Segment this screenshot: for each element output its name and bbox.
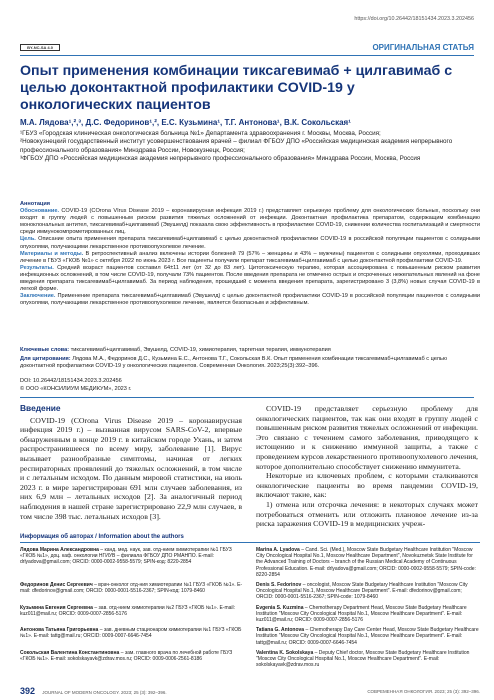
abstract [20, 201, 480, 307]
body-paragraph: COVID-19 представляет серьезную проблему для онкологических пациентов, так как они входят в группу людей с повышенным риском развития тяжелых осложнений от инфекции. Это связано с течением самого заболевания, приводящего к истощению и к снижению иммунной защиты, а также с проведением курсов лекарственного противоопухолевого лечения, которое дополнительно способствует снижению иммунитета. [256, 404, 478, 471]
affiliation-2: ²Новокузнецкий государственный институт усовершенствования врачей – филиал ФГБОУ ДПО «Российская медицинская академия непрерывного профессионального образования» Минздрава России, Новокузнецк, Россия; [20, 138, 453, 154]
citation-label: Для цитирования: [20, 356, 71, 362]
author-info-en [256, 582, 480, 601]
author-info-ru [20, 547, 244, 578]
keywords [20, 347, 480, 354]
abstract-results [20, 265, 480, 293]
author-details: – зав. дневным стационаром химиотерапии №1 ГБУЗ «ГКОБ №1». E-mail: tattg@mail.ru; ORCID: 0009-0007-6646-7454 [20, 627, 242, 640]
abstract-label: Результаты. [20, 264, 54, 271]
abstract-conclusion [20, 293, 480, 307]
article-title: Опыт применения комбинации тиксагевимаб + цилгавимаб с целью доконтактной профилактики COVID-19 у онкологических пациентов [20, 63, 453, 113]
author-info-row [20, 623, 480, 646]
abstract-aim [20, 236, 480, 250]
author-info-row [20, 646, 480, 669]
page-footer [20, 686, 480, 696]
citation [20, 356, 480, 370]
section-divider [20, 397, 474, 398]
article-type-label: ОРИГИНАЛЬНАЯ СТАТЬЯ [372, 43, 474, 52]
affiliation-1: ¹ГБУЗ «Городская клиническая онкологическая больница №1» Департамента здравоохранения г. Москвы, Москва, Россия; [20, 130, 381, 137]
author-info-en [256, 605, 480, 624]
abstract-text: Описание опыта применения препарата тиксагевимаб+цилгавимаб с целью доконтактной профилактики COVID-19 в российской популяции пациентов с солидными опухолями, получающими лекарственное противоопухолевое лечение. [20, 236, 480, 250]
keywords-label: Ключевые слова: [20, 347, 70, 353]
author-details: – зам. главного врача по лечебной работе ГБУЗ «ГКОБ №1». E-mail: sokolskayavk@zdrav.mos.ru; ORCID: 0009-0006-2561-8186 [20, 649, 233, 663]
author-info-row [20, 578, 480, 601]
abstract-label: Заключение. [20, 293, 56, 300]
author-name: Кузьмина Евгения Сергеевна [20, 604, 93, 611]
author-name: Сокольская Валентина Константиновна [20, 649, 120, 656]
author-details: – Chemotherapy Day Care Center Head, Moscow State Budgetary Healthcare Institution "Moscow City Oncological Hospital No.1, Moscow Healthcare Department". E-mail: tattg@mail.ru; ORCID: 0009-0007-6646-7454 [256, 627, 479, 646]
author-name: Tatiana G. Antonova [256, 627, 305, 634]
abstract-heading: Аннотация [20, 201, 51, 207]
keywords-text: тиксагевимаб+цилгавимаб, Эвушелд, COVID-19, химиотерапия, таргетная терапия, иммунотерапия [70, 347, 331, 353]
author-details: – Cand. Sci. (Med.), Moscow State Budgetary Healthcare Institution "Moscow City Oncological Hospital No.1, Moscow Healthcare Department", Novokuznetsk State Institute for the Advanced Training of Doctors – branch of the Russian Medical Academy of Continuous Professional Education. E-mail: drlyadova@gmail.com; ORCID: 0000-0002-9558-5579; SPIN-code: 8220-2854 [256, 547, 476, 578]
author-details: – Deputy Chief doctor, Moscow State Budgetary Healthcare Institution "Moscow City Oncological Hospital No.1, Moscow Healthcare Department". E-mail: sokolskayavk@zdrav.mos.ru [256, 649, 470, 669]
author-name: Лядова Марина Александровна [20, 547, 99, 553]
author-details: – oncologist, Moscow State Budgetary Healthcare Institution "Moscow City Oncological Hospital No.1, Moscow Healthcare Department". E-mail: dfedorinov@gmail.com; ORCID: 0000-0001-5516-2367; SPIN-code: 1079-8460 [256, 582, 468, 601]
author-name: Valentina K. Sokolskaya [256, 649, 314, 656]
author-info-ru [20, 582, 244, 601]
abstract-text: COVID-19 (COrona VIrus Disease 2019 – коронавирусная инфекция 2019 г.) представляет серьезную проблему для онкологических больных, поскольку они входят в группу людей с повышенным риском развития тяжелых осложнений от инфекции. Доконтактная профилактика препаратом, содержащим комбинацию моноклональных антител, тиксагевимаб+цилгавимаб (Эвушелд) показала свою эффективность в профилактике COVID-19, снижении количества госпитализаций и смертности среди иммунокомпрометированных лиц. [20, 208, 480, 236]
author-info-en [256, 627, 480, 646]
author-info [20, 534, 480, 680]
abstract-background [20, 208, 480, 236]
author-details: – зав. отд-нием химиотерапии №2 ГБУЗ «ГКОБ №1». E-mail: kuz011@mail.ru; ORCID: 0009-0007-2856-5176 [20, 604, 236, 617]
open-access-badge: BY-NC-SA 4.0 [20, 44, 60, 51]
affiliations [20, 130, 482, 164]
abstract-text: В ретроспективный анализ включены истории болезней 79 (57% – женщины и 43% – мужчины) пациентов с солидными опухолями, проходивших лечение в ГБУЗ «ГКОБ №1» с октября 2022 по июнь 2023 г. Все пациенты получили препарат тиксагевимаб+цилгавимаб с целью доконтактной профилактики COVID-19. [20, 250, 480, 264]
header-divider [20, 55, 474, 56]
author-details: – канд. мед. наук, зав. отд-нием химиотерапии №1 ГБУЗ «ГКОБ №1», доц. каф. онкологии НГИУВ – филиала ФГБОУ ДПО РМАНПО. E-mail: drlyadova@gmail.com; ORCID: 0000-0002-9558-5579; SPIN-код: 8220-2854 [20, 547, 232, 566]
author-details: – Chemotherapy Department Head, Moscow State Budgetary Healthcare Institution "Moscow City Oncological Hospital No.1, Moscow Healthcare Department". E-mail: kuz011@mail.ru; ORCID: 0009-0007-2856-5176 [256, 604, 467, 624]
author-name: Антонова Татьяна Григорьевна [20, 627, 99, 634]
author-info-en [256, 547, 480, 578]
abstract-label: Материалы и методы. [20, 250, 84, 257]
abstract-label: Обоснование. [20, 208, 60, 215]
author-name: Evgenia S. Kuzmina [256, 604, 304, 611]
body-paragraph: COVID-19 (COrona Virus Disease 2019 – коронавирусная инфекция 2019 г.) – вызванная вирусом SARS-CoV-2, впервые обнаруженным в конце 2019 г. в китайском городе Ухань, и затем распространившееся по всему миру, заболевание [1]. Вирус вызывает разнообразные симптомы, начиная от легких респираторных проявлений до тяжелых осложнений, в том числе и с летальным исходом. По данным мировой статистики, на июль 2023 г. в мире зарегистрирован 691 млн случаев заболевания, из них 6,9 млн – летальных исходов [2]. За аналогичный период наблюдения в нашей стране зарегистрировано 22,9 млн случаев, в том числе 398 тыс. летальных исходов [3]. [20, 415, 242, 521]
body-column-left [20, 404, 242, 521]
author-list: М.А. Лядова¹,²,³, Д.С. Федоринов¹,², Е.С. Кузьмина¹, Т.Г. Антонова¹, В.К. Сокольская¹ [20, 118, 351, 127]
author-info-heading: Информация об авторах / Information about the authors [20, 534, 480, 543]
author-details: – врач-онколог отд-ния химиотерапии №1 ГБУЗ «ГКОБ №1». E-mail: dfedorinov@gmail.com; ORCID: 0000-0001-5516-2367; SPIN-код: 1079-8460 [20, 582, 243, 595]
copyright: © ООО «КОНСИЛИУМ МЕДИКУМ», 2023 г. [20, 386, 132, 392]
author-name: Marina A. Lyadova [256, 547, 300, 553]
abstract-text: Применение препарата тиксагевимаб+цилгавимаб (Эвушелд) с целью доконтактной профилактики COVID-19 в российской популяции пациентов с солидными опухолями, получающими лекарственное противоопухолевое лечение, является безопасным и эффективным. [20, 293, 480, 307]
journal-name-en: JOURNAL OF MODERN ONCOLOGY. 2023; 25 (3): 392–396. [42, 690, 167, 695]
citation-text: Лядова М.А., Федоринов Д.С., Кузьмина Е.С., Антонова Т.Г., Сокольская В.К. Опыт применения комбинации тиксагевимаб+цилгавимаб с целью доконтактной профилактики COVID-19 у онкологических пациентов. Современная Онкология. 2023;25(3):392–396. [20, 356, 448, 370]
author-name: Федоринов Денис Сергеевич [20, 582, 93, 589]
author-info-ru [20, 650, 244, 669]
author-info-row [20, 601, 480, 624]
author-info-ru [20, 627, 244, 646]
journal-name-ru: СОВРЕМЕННАЯ ОНКОЛОГИЯ. 2023; 25 (3): 392–396. [367, 689, 480, 694]
page-number: 392 [20, 686, 36, 696]
affiliation-3: ³ФГБОУ ДПО «Российская медицинская академия непрерывного профессионального образования» Минздрава России, Москва, Россия [20, 155, 421, 163]
author-name: Denis S. Fedorinov [256, 582, 302, 589]
abstract-text: Средний возраст пациентов составил 64±11 лет (от 32 до 83 лет). Цитотоксическую терапию, которая ассоциирована с повышенным риском развития инфекционных осложнений, в том числе COVID-19, получали 73% пациентов. После введения препарата не отмечено острых и отсроченных нежелательных явлений на фоне введения препарата тиксагевимаб+цилгавимаб. За период наблюдения, прошедший с момента введения препарата, зарегистрировано 3 (3,8%) новых случая COVID-19 в легкой форме. [20, 264, 480, 293]
doi-url[interactable]: https://doi.org/10.26442/18151434.2023.3.202456 [354, 16, 474, 22]
body-column-right [256, 404, 478, 529]
doi-line: DOI: 10.26442/18151434.2023.3.202456 [20, 378, 122, 384]
author-info-en [256, 650, 480, 669]
body-paragraph: Некоторые из ключевых проблем, с которыми сталкиваются онкологические пациенты во время пандемии COVID-19, включают такие, как: [256, 471, 478, 500]
intro-heading: Введение [20, 403, 61, 413]
abstract-label: Цель. [20, 236, 36, 243]
body-paragraph: 1) отмена или отсрочка лечения: в некоторых случаях может потребоваться отменить или отложить плановое лечение из-за риска заражения COVID-19 в медицинских учреж- [256, 499, 478, 529]
author-info-ru [20, 605, 244, 624]
author-info-row [20, 543, 480, 578]
abstract-methods [20, 251, 480, 265]
